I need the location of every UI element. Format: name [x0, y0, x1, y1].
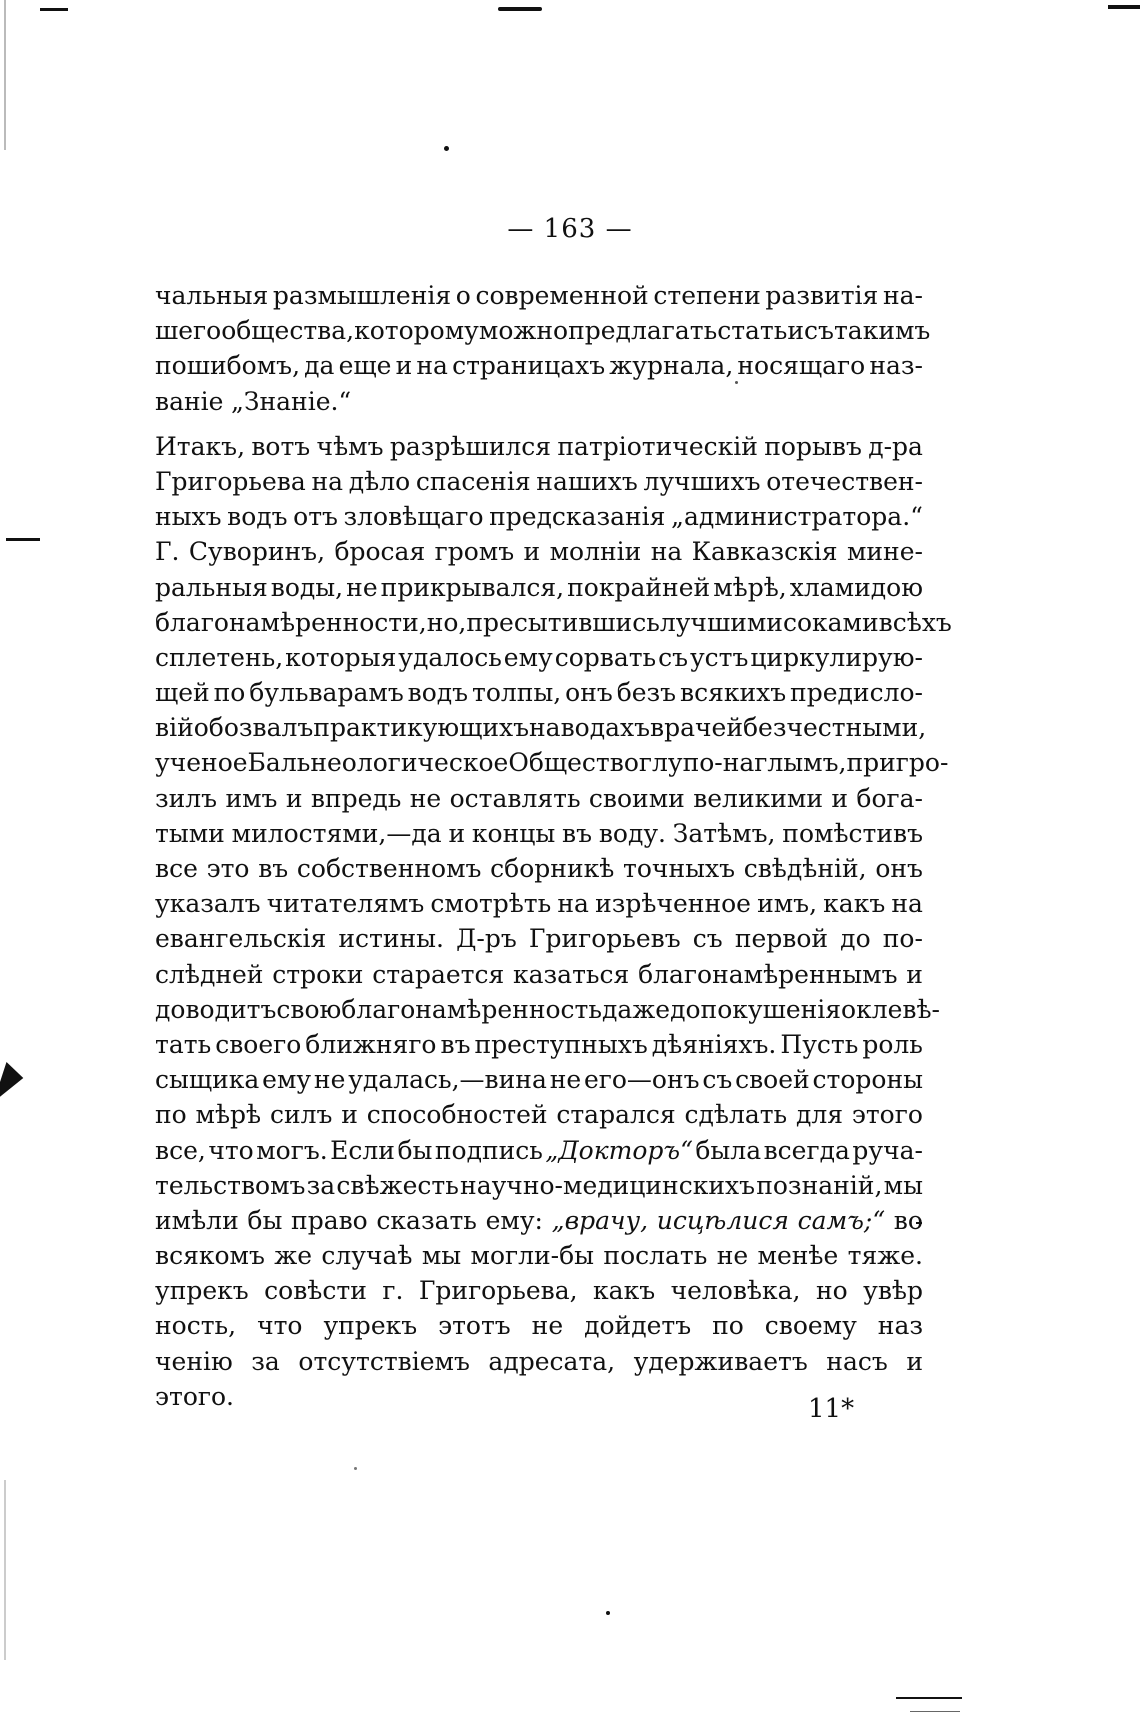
word: упрекъ [323, 1311, 418, 1341]
word: въ [440, 1029, 471, 1059]
word: шего [155, 316, 222, 346]
word: исцѣлися [656, 1205, 789, 1235]
word: по [155, 1100, 187, 1130]
word: что [257, 1311, 303, 1341]
word: совѣсти [264, 1276, 367, 1306]
text-line [155, 605, 952, 640]
word: изрѣченное [595, 889, 751, 919]
word: отсутствіемъ [298, 1346, 470, 1376]
word: „Знаніе.“ [230, 386, 352, 416]
text-line [155, 1203, 923, 1238]
text-line [155, 570, 923, 605]
word: дѣло [348, 466, 411, 496]
word: статьи [717, 316, 805, 346]
word: на- [882, 281, 923, 310]
word: своими [588, 783, 685, 813]
word: журнала, [609, 351, 734, 381]
word: наз [877, 1311, 923, 1341]
word: воды, [270, 572, 344, 602]
word: Затѣмъ, [672, 818, 776, 848]
scan-artifact [0, 1062, 28, 1102]
word: на [557, 889, 589, 919]
text-line [155, 1133, 923, 1168]
word: на [416, 351, 448, 381]
word: Общество [508, 748, 639, 778]
word: лучшихъ [643, 466, 761, 496]
word: этого [851, 1100, 923, 1130]
word: по- [882, 924, 923, 954]
word: познаній, [756, 1170, 883, 1200]
word: толпы, [471, 678, 562, 708]
word: пошибомъ, [155, 351, 301, 381]
word: адресата, [488, 1346, 616, 1376]
word: удалась,—вина [348, 1065, 547, 1095]
word: Итакъ, [155, 431, 246, 461]
word: всякомъ [155, 1241, 265, 1271]
word: не [313, 1065, 346, 1095]
word: ему: [485, 1205, 543, 1235]
word: сыщика [155, 1065, 260, 1095]
word: и [395, 351, 413, 381]
word: старался [556, 1100, 676, 1130]
word: благонамѣренности, [155, 607, 427, 637]
word: это [206, 854, 250, 883]
word: имъ, [757, 889, 818, 919]
word: на [311, 466, 344, 496]
word: мѣрѣ [195, 1100, 262, 1130]
word: развитія [765, 281, 879, 310]
word: на [650, 537, 683, 567]
word: этого. [155, 1381, 234, 1411]
word: съ [702, 1065, 733, 1095]
word: лучшими [659, 607, 783, 637]
word: сплетень, [155, 642, 284, 672]
word: Григорьевъ [528, 924, 681, 954]
scan-artifact [498, 7, 542, 11]
word: зилъ [155, 783, 218, 813]
word: ему [262, 1065, 312, 1095]
word: бы [247, 1205, 283, 1235]
page-number: — 163 — [507, 214, 633, 244]
word: водъ [407, 678, 469, 708]
word: своему [764, 1311, 857, 1341]
word: удалось [398, 642, 502, 672]
word: которому [354, 316, 479, 346]
word: что [208, 1135, 254, 1165]
word: онъ [875, 854, 923, 883]
word: прикрывался, [380, 572, 565, 602]
word: ченію [155, 1346, 233, 1376]
word: пресытившись [466, 607, 660, 637]
word: человѣка, [670, 1276, 801, 1306]
word: помѣстивъ [782, 818, 923, 848]
word: и [523, 537, 541, 567]
word: и [285, 783, 303, 813]
word: все [155, 854, 198, 883]
text-line [155, 1097, 923, 1132]
text-line [155, 886, 923, 921]
word: нашихъ [536, 466, 638, 496]
text-line [155, 675, 923, 710]
word: онъ [565, 678, 613, 708]
word: бульварамъ [249, 678, 404, 708]
word: указалъ [155, 889, 261, 919]
word: на [529, 713, 561, 743]
word: тельствомъ [155, 1170, 306, 1200]
scan-speck [606, 1611, 610, 1615]
word: его—онъ [583, 1065, 700, 1095]
scan-speck [444, 146, 449, 151]
word: мы [883, 1170, 923, 1200]
word: ральныя [155, 572, 268, 602]
word: ему [503, 642, 553, 672]
paragraph [155, 278, 931, 419]
word: предлагать [568, 316, 718, 346]
text-line [155, 348, 923, 383]
scan-speck [354, 1467, 357, 1470]
word: глупо-наглымъ, [638, 748, 847, 778]
word: и [906, 1346, 923, 1376]
text-line [155, 278, 923, 313]
word: съ [804, 316, 834, 346]
word: могъ. [256, 1135, 328, 1165]
body-text [155, 278, 952, 1414]
word: стороны [812, 1065, 923, 1095]
word: устъ [689, 642, 749, 672]
scan-artifact [896, 1697, 962, 1699]
word: сорвать [554, 642, 657, 672]
word: безчестными, [742, 713, 927, 743]
word: милостями,—да [231, 818, 442, 848]
word: хламидою [789, 572, 923, 602]
word: не [409, 783, 442, 813]
text-line [155, 816, 923, 851]
word: наз- [869, 351, 923, 381]
word: вотъ [251, 431, 311, 461]
text-line [155, 313, 931, 348]
word: общества, [221, 316, 355, 346]
word: случаѣ [321, 1241, 413, 1271]
word: да [304, 351, 335, 381]
word: удерживаетъ [633, 1346, 808, 1376]
word: Пусть [780, 1029, 859, 1059]
text-line [155, 1062, 923, 1097]
word: тяже. [847, 1241, 923, 1271]
word: бога- [856, 783, 923, 813]
text-line [155, 534, 923, 569]
word: разрѣшился [389, 431, 552, 461]
word: громъ [434, 537, 515, 567]
word: казаться [513, 959, 630, 989]
word: способностей [366, 1100, 548, 1130]
word: бросая [334, 537, 426, 567]
word: собственномъ [296, 854, 482, 883]
word: не [716, 1241, 749, 1271]
text-line [155, 1238, 923, 1273]
text-line [155, 1344, 923, 1379]
word: но [815, 1276, 848, 1306]
word: за [251, 1346, 280, 1376]
text-line [155, 745, 949, 780]
word: могли-бы [470, 1241, 595, 1271]
word: степени [653, 281, 761, 310]
text-line [155, 1273, 923, 1308]
word: впредь [310, 783, 402, 813]
word: покушенія [700, 994, 842, 1024]
scan-artifact [6, 538, 40, 541]
word: подпись [434, 1135, 543, 1165]
word: ближняго [305, 1029, 437, 1059]
word: менѣе [757, 1241, 839, 1271]
word: практикующихъ [313, 713, 529, 743]
text-line [155, 851, 923, 886]
word: по [213, 678, 246, 708]
word: которыя [285, 642, 397, 672]
word: воду. [598, 818, 666, 848]
word: мы [421, 1241, 462, 1271]
word: щей [155, 678, 210, 708]
word: доводитъ [155, 994, 277, 1024]
word: ныхъ [155, 502, 222, 532]
word: вій [155, 713, 194, 743]
word: преступныхъ [474, 1029, 648, 1059]
word: мине- [846, 537, 923, 567]
word: концы [471, 818, 556, 848]
word: дѣяніяхъ. [651, 1029, 777, 1059]
word: для [795, 1100, 844, 1130]
word: соками [782, 607, 879, 637]
word: своей [735, 1065, 810, 1095]
word: до [840, 924, 871, 954]
word: великими [693, 783, 823, 813]
word: упрекъ [155, 1276, 249, 1306]
word: ваніе [155, 386, 224, 416]
word: сказать [376, 1205, 477, 1235]
word: зловѣщаго [343, 502, 484, 532]
word: право [291, 1205, 368, 1235]
text-line [155, 1027, 923, 1062]
word: патріотическій [557, 431, 758, 461]
word: Г. [155, 537, 180, 567]
word: водахъ [560, 713, 651, 743]
scan-artifact [1108, 5, 1140, 9]
text-line [155, 781, 923, 816]
word: врачей [650, 713, 743, 743]
word: слѣдней [155, 959, 264, 989]
word: но, [426, 607, 467, 637]
word: водъ [227, 502, 288, 532]
word: дойдетъ [584, 1311, 692, 1341]
word: первой [734, 924, 829, 954]
word: своего [215, 1029, 302, 1059]
word: оставлять [449, 783, 581, 813]
word: тыми [155, 818, 225, 848]
signature-mark: 11* [808, 1394, 855, 1424]
word: мѣрѣ, [713, 572, 787, 602]
word: въ [562, 818, 593, 848]
word: сборникѣ [490, 854, 615, 883]
word: всегда [763, 1135, 850, 1165]
word: въ [258, 854, 289, 883]
word: роль [862, 1029, 923, 1059]
word: смотрѣть [430, 889, 552, 919]
word: и [906, 959, 923, 989]
text-line [155, 640, 923, 675]
word: не [346, 572, 378, 602]
word: порывъ [764, 431, 862, 461]
word: имѣли [155, 1205, 239, 1235]
word: свѣжесть [336, 1170, 459, 1200]
word: циркулирую- [750, 642, 923, 672]
word: бы [397, 1135, 433, 1165]
word: и [341, 1100, 358, 1130]
text-line [155, 1168, 923, 1203]
word: евангельскія [155, 924, 327, 954]
word: не [531, 1311, 564, 1341]
word: молніи [549, 537, 642, 567]
word: еще [338, 351, 392, 381]
word: насъ [826, 1346, 888, 1376]
word: на [891, 889, 923, 919]
word: руча- [852, 1135, 923, 1165]
word: ученое [155, 748, 248, 778]
word: и [831, 783, 849, 813]
word: современной [475, 281, 649, 310]
word: сдѣлать [684, 1100, 788, 1130]
word: увѣр [863, 1276, 923, 1306]
word: носящаго [737, 351, 866, 381]
text-line [155, 992, 940, 1027]
word: „Докторъ“ [545, 1135, 693, 1165]
word: Бальнеологическое [247, 748, 509, 778]
word: свою [276, 994, 342, 1024]
word: оклевѣ- [841, 994, 940, 1024]
word: старается [372, 959, 505, 989]
word: не [549, 1065, 582, 1095]
word: даже [601, 994, 671, 1024]
text-line [155, 921, 923, 956]
text-line [155, 1308, 923, 1343]
word: строки [272, 959, 364, 989]
word: Кавказскія [691, 537, 838, 567]
word: предсказанія [489, 502, 666, 532]
word: покрайней [567, 572, 711, 602]
paragraph [155, 429, 952, 1414]
word: съ [658, 642, 689, 672]
word: тать [155, 1029, 212, 1059]
word: Если [330, 1135, 395, 1165]
word: за [306, 1170, 336, 1200]
scan-artifact [910, 1711, 960, 1712]
word: благонамѣреннымъ [638, 959, 898, 989]
word: пригро- [846, 748, 949, 778]
word: по [712, 1311, 744, 1341]
word: отечествен- [766, 466, 923, 496]
word: д-ра [868, 431, 923, 461]
word: научно-медицинскихъ [460, 1170, 755, 1200]
word: этотъ [438, 1311, 511, 1341]
word: Д-ръ [456, 924, 517, 954]
word: „администратора.“ [671, 502, 923, 532]
word: размышленія [272, 281, 452, 310]
scan-edge [4, 1480, 6, 1660]
word: самъ;“ [797, 1205, 886, 1235]
scan-artifact [40, 8, 68, 11]
word: имъ [225, 783, 278, 813]
word: свѣдѣній, [743, 854, 867, 883]
word: ность, [155, 1311, 237, 1341]
word: послать [603, 1241, 708, 1271]
word: была [695, 1135, 762, 1165]
word: читателямъ [266, 889, 425, 919]
text-line [155, 957, 923, 992]
word: Григорьева, [418, 1276, 578, 1306]
word: съ [692, 924, 723, 954]
word: спасенія [415, 466, 531, 496]
word: Суворинъ, [188, 537, 326, 567]
word: точныхъ [623, 854, 736, 883]
word: во [893, 1205, 923, 1235]
scan-edge [4, 0, 6, 150]
word: благонамѣренность [341, 994, 602, 1024]
word: чальныя [155, 281, 269, 310]
word: „врачу, [551, 1205, 649, 1235]
word: можно [478, 316, 569, 346]
word: безъ [616, 678, 677, 708]
word: предисло- [790, 678, 923, 708]
word: до [670, 994, 701, 1024]
word: какъ [823, 889, 886, 919]
word: и [448, 818, 466, 848]
word: силъ [269, 1100, 333, 1130]
word: истины. [338, 924, 444, 954]
word: Григорьева [155, 466, 306, 496]
word: какъ [593, 1276, 656, 1306]
word: чѣмъ [316, 431, 384, 461]
word: всѣхъ [878, 607, 952, 637]
word: всякихъ [680, 678, 787, 708]
word: обозвалъ [193, 713, 314, 743]
word: все, [155, 1135, 206, 1165]
word: же [274, 1241, 313, 1271]
text-line [155, 499, 923, 534]
text-line [155, 429, 923, 464]
word: о [455, 281, 471, 310]
text-line [155, 384, 923, 419]
text-line [155, 710, 927, 745]
word: страницахъ [452, 351, 606, 381]
text-line [155, 464, 923, 499]
word: такимъ [833, 316, 931, 346]
word: отъ [293, 502, 338, 532]
word: г. [382, 1276, 404, 1306]
